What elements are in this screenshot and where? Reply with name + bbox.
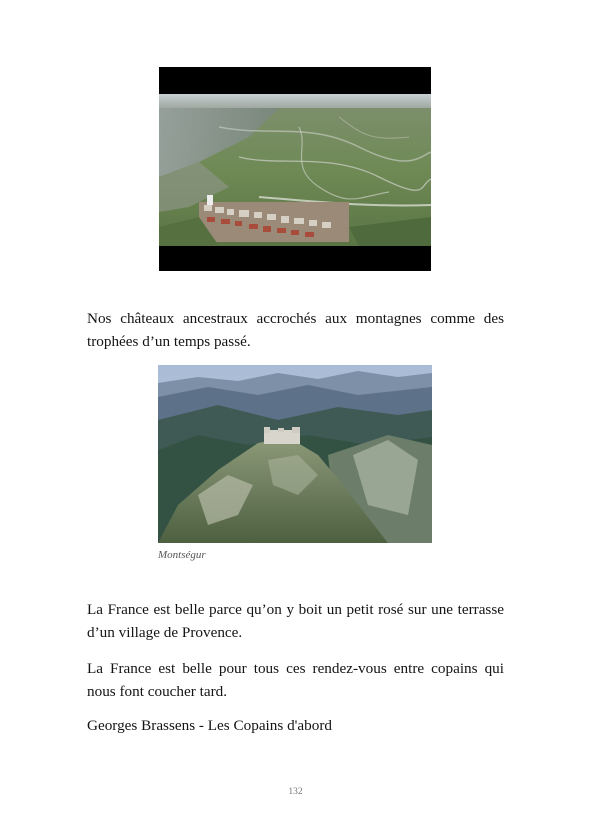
montsegur-image <box>158 365 432 543</box>
page-number: 132 <box>288 787 303 797</box>
montsegur-photo <box>158 365 432 543</box>
paragraph-rose: La France est belle parce qu’on y boit un petit rosé sur une terrasse d’un village de Provence. <box>87 601 504 641</box>
aerial-village-image <box>159 67 431 271</box>
aerial-village-photo <box>159 67 431 271</box>
paragraph-copains: La France est belle pour tous ces rendez-vous entre copains qui nous font coucher tard. <box>87 660 504 700</box>
quote-attribution: Georges Brassens - Les Copains d'abord <box>87 717 332 734</box>
paragraph-chateaux: Nos châteaux ancestraux accrochés aux montagnes comme des trophées d’un temps passé. <box>87 310 504 350</box>
photo-caption: Montségur <box>158 549 206 561</box>
